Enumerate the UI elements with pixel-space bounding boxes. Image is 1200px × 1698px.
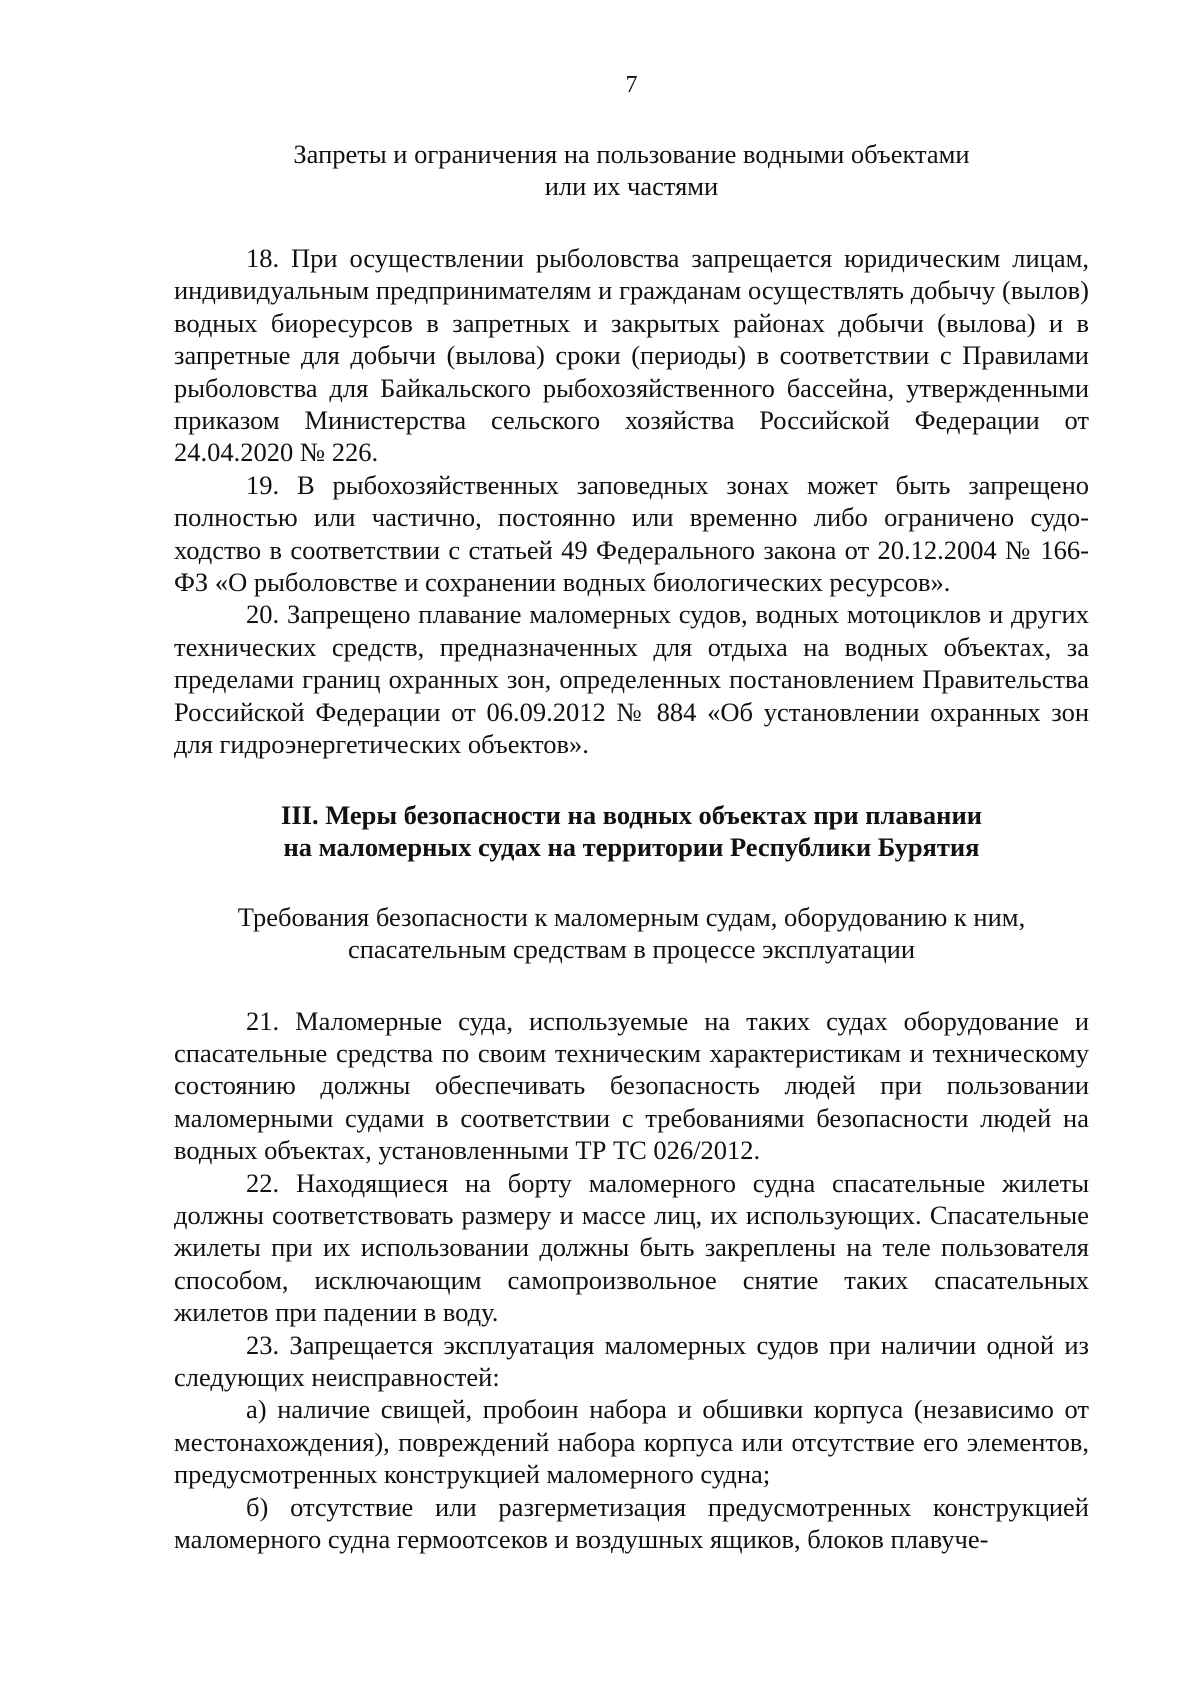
- section-title-iii: [174, 799, 1089, 863]
- paragraph-19: 19. В рыбохозяйственных заповедных зонах может быть запрещено полностью или частично, постоянно или временно либо ограничено судоходство в соответствии с статьей 49 Федерального закона от 20.12.2004 № 166-ФЗ «О рыболовстве и сохранении водных биологических ресурсов».: [174, 469, 1089, 598]
- paragraph-21: 21. Маломерные суда, используемые на таких судах оборудование и спасательные средства по своим техническим характеристикам и техническому состоянию должны обеспечивать безопасность людей при пользовании маломерными судами в соответствии с требованиями безопасности людей на водных объектах, установленными ТР ТС 026/2012.: [174, 1005, 1089, 1166]
- heading-prohibitions-line-2: или их частями: [544, 171, 719, 201]
- heading-safety-line-2: спасательным средствам в процессе эксплуатации: [347, 933, 916, 964]
- heading-prohibitions: [174, 138, 1089, 202]
- document-page: [174, 70, 1089, 1555]
- heading-prohibitions-line-1: Запреты и ограничения на пользование водными объектами: [293, 139, 970, 169]
- paragraph-23: 23. Запрещается эксплуатация маломерных судов при наличии одной из следующих неисправностей:: [174, 1329, 1089, 1392]
- page-number: 7: [625, 72, 638, 98]
- section-title-line-2: на маломерных судах на территории Республики Бурятия: [283, 831, 980, 862]
- paragraph-22: 22. Находящиеся на борту маломерного судна спасательные жилеты должны соответствовать размеру и массе лиц, их использующих. Спасательные жилеты при их использовании должны быть закреплены на теле пользователя способом, исключающим самопроизвольное снятие таких спасательных жилетов при падении в воду.: [174, 1167, 1089, 1328]
- paragraph-18: 18. При осуществлении рыболовства запрещается юридическим лицам, индивидуальным предпринимателям и гражданам осуществлять добычу (вылов) водных биоресурсов в запретных и закрытых районах добычи (вылова) и в запретные для добычи (вылова) сроки (периоды) в соответствии с Правилами рыболовства для Байкальского рыбохозяйственного бассейна, утвержденными приказом Министерства сельского хозяйства Российской Федерации от 24.04.2020 № 226.: [174, 243, 1089, 468]
- section-title-line-1: III. Меры безопасности на водных объектах при плавании: [281, 799, 982, 830]
- paragraph-23-a: а) наличие свищей, пробоин набора и обшивки корпуса (независимо от местонахождения), повреждений набора корпуса или отсутствие его элементов, предусмотренных конструкцией маломерного судна;: [174, 1394, 1089, 1490]
- paragraph-20: 20. Запрещено плавание маломерных судов, водных мотоциклов и других технических средств, предназначенных для отдыха на водных объектах, за пределами границ охранных зон, определенных постановлением Правительства Российской Федерации от 06.09.2012 № 884 «Об установлении охранных зон для гидроэнергетических объектов».: [174, 599, 1089, 760]
- heading-safety-line-1: Требования безопасности к маломерным судам, оборудованию к ним,: [237, 901, 1026, 932]
- paragraph-23-b: б) отсутствие или разгерметизация предусмотренных конструкцией маломерного судна гермоотсеков и воздушных ящиков, блоков плавуче-: [174, 1491, 1089, 1554]
- heading-safety-requirements: [174, 901, 1089, 965]
